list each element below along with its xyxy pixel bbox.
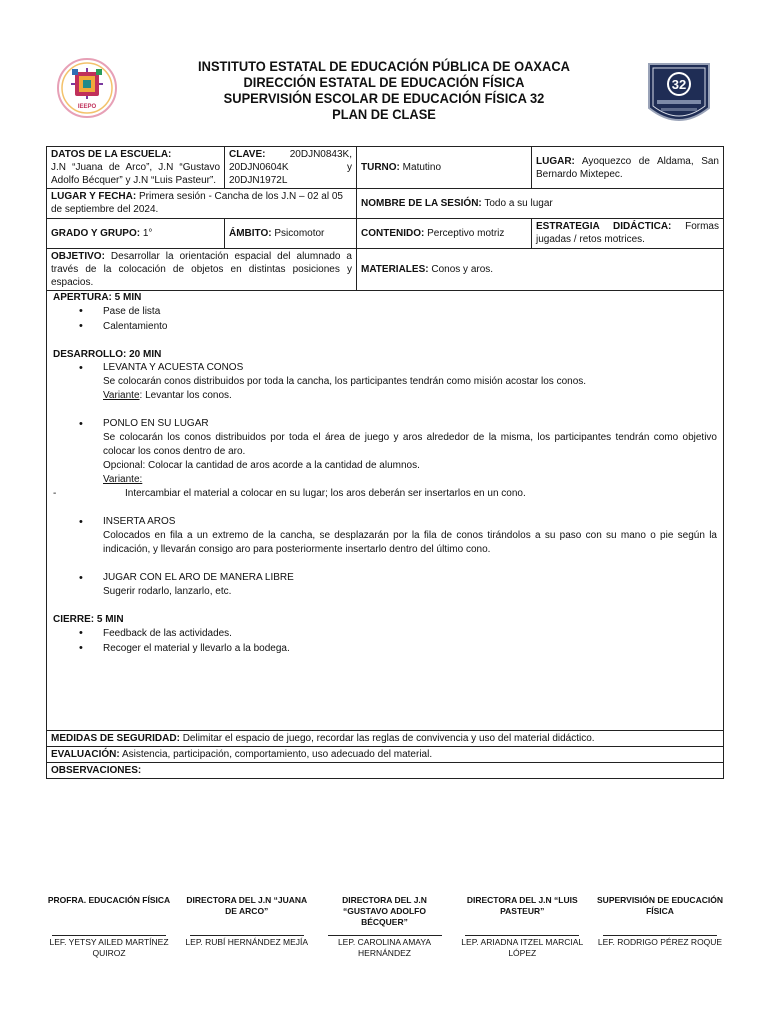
sesion-label: NOMBRE DE LA SESIÓN: [361, 198, 482, 209]
contenido-cell [357, 219, 532, 249]
activity-levanta [53, 361, 717, 403]
lugar-cell [532, 147, 724, 189]
ambito-label: ÁMBITO: [229, 228, 272, 239]
activity-title: • LEVANTA Y ACUESTA CONOS [103, 361, 717, 375]
school-label: DATOS DE LA ESCUELA: [51, 149, 172, 160]
estrategia-cell [532, 219, 724, 249]
observaciones-row [47, 763, 724, 779]
apertura-title: APERTURA: 5 MIN [53, 292, 142, 303]
variant-label: Variante: [103, 474, 143, 485]
objective-row [47, 249, 724, 291]
signature-name: LEP. RUBÍ HERNÁNDEZ MEJÍA [185, 937, 309, 947]
observaciones-cell [47, 763, 724, 779]
lugar-label: LUGAR: [536, 155, 575, 167]
activities-row [47, 291, 724, 731]
signature-line [328, 935, 442, 936]
seal-number: 32 [671, 77, 687, 92]
medidas-value: Delimitar el espacio de juego, recordar las reglas de convivencia y uso del material didáctico. [182, 733, 595, 744]
materiales-label: MATERIALES: [361, 264, 429, 275]
estrategia-value: Formas jugadas / retos motrices. [536, 221, 719, 245]
clave-label: CLAVE: [229, 149, 266, 160]
grado-cell [47, 219, 225, 249]
header-plan-title: PLAN DE CLASE [332, 106, 436, 122]
ambito-cell [225, 219, 357, 249]
objetivo-label: OBJETIVO: [51, 251, 105, 262]
signature-name: LEF. RODRIGO PÉREZ ROQUE [597, 937, 723, 947]
objetivo-cell [47, 249, 357, 291]
activity-desc: Sugerir rodarlo, lanzarlo, etc. [103, 586, 232, 597]
activity-desc: Se colocarán conos distribuidos por toda la cancha, los participantes tendrán como misión acostar los conos. [103, 376, 587, 387]
document-header [0, 58, 768, 122]
apertura-item: • Calentamiento [53, 319, 717, 334]
evaluacion-label: EVALUACIÓN: [51, 749, 120, 760]
signature-name: LEP. ARIADNA ITZEL MARCIAL LÓPEZ [461, 937, 584, 958]
activity-desc: Se colocarán los conos distribuidos por toda el área de juego y aros alrededor de la misma, los participantes tendrán como objetivo colocar los conos dentro de aro. [103, 432, 717, 457]
apertura-item: • Pase de lista [53, 304, 717, 319]
signature-role: DIRECTORA DEL J.N “GUSTAVO ADOLFO BÉCQUER” [342, 895, 427, 927]
variant-label: Variante [103, 390, 140, 401]
lugar-fecha-label: LUGAR Y FECHA: [51, 191, 137, 202]
signature-block [597, 895, 723, 959]
cierre-item: • Feedback de las actividades. [53, 626, 717, 641]
ieepo-logo-text: IEEPO [77, 104, 97, 110]
contenido-label: CONTENIDO: [361, 228, 425, 239]
signature-block [46, 895, 172, 959]
lesson-plan-table [46, 146, 724, 779]
lugar-value: Ayoquezco de Aldama, San Bernardo Mixtepec. [536, 155, 719, 180]
school-row [47, 147, 724, 189]
signature-role: SUPERVISIÓN DE EDUCACIÓN FÍSICA [597, 895, 723, 916]
header-supervision: SUPERVISIÓN ESCOLAR DE EDUCACIÓN FÍSICA 32 [223, 90, 545, 106]
objetivo-value: Desarrollar la orientación espacial del alumnado a través de la colocación de objetos en distintas posiciones y espacios. [51, 251, 352, 288]
cierre-title: CIERRE: 5 MIN [53, 614, 124, 625]
turno-cell [357, 147, 532, 189]
medidas-cell [47, 731, 724, 747]
sesion-cell [357, 189, 724, 219]
evaluacion-cell [47, 747, 724, 763]
estrategia-label: ESTRATEGIA DIDÁCTICA: [536, 221, 672, 232]
clave-value: 20DJN0843K, 20DJN0604K y 20DJN1972L [229, 149, 352, 186]
contenido-value: Perceptivo motriz [427, 228, 505, 239]
observaciones-label: OBSERVACIONES: [51, 765, 142, 776]
activity-inserta [53, 515, 717, 557]
medidas-label: MEDIDAS DE SEGURIDAD: [51, 733, 180, 744]
turno-label: TURNO: [361, 162, 400, 173]
signature-name: LEP. CAROLINA AMAYA HERNÁNDEZ [337, 937, 432, 958]
signature-section [46, 895, 723, 959]
desarrollo-title: DESARROLLO: 20 MIN [53, 349, 162, 360]
activity-title: • JUGAR CON EL ARO DE MANERA LIBRE [103, 571, 717, 585]
activity-optional: Opcional: Colocar la cantidad de aros acorde a la cantidad de alumnos. [103, 460, 420, 471]
activities-cell [47, 291, 724, 731]
grado-label: GRADO Y GRUPO: [51, 228, 141, 239]
signature-line [603, 935, 717, 936]
school-cell [47, 147, 225, 189]
variant-text: : Levantar los conos. [139, 390, 232, 401]
activity-desc: Colocados en fila a un extremo de la cancha, se desplazarán por la fila de conos tirándolos a su paso con su mano o pie según la indicación, y llevarán consigo aro para posteriormente insertarlo dentro del último cono. [103, 530, 717, 555]
lugar-fecha-cell [47, 189, 357, 219]
signature-block [459, 895, 585, 959]
lugar-fecha-value: Primera sesión - Cancha de los J.N – 02 al 05 de septiembre del 2024. [51, 191, 343, 215]
header-institute: INSTITUTO ESTATAL DE EDUCACIÓN PÚBLICA DE OAXACA [198, 58, 570, 74]
ambito-value: Psicomotor [274, 228, 325, 239]
signature-role: PROFRA. EDUCACIÓN FÍSICA [47, 895, 171, 905]
materiales-value: Conos y aros. [431, 264, 494, 275]
signature-block [322, 895, 448, 959]
school-value: J.N “Juana de Arco”, J.N “Gustavo Adolfo Bécquer” y J.N “Luis Pasteur”. [51, 162, 220, 186]
variant-item [53, 487, 717, 501]
evaluacion-value: Asistencia, participación, comportamiento, uso adecuado del material. [121, 749, 433, 760]
grade-row [47, 219, 724, 249]
activity-ponlo [53, 417, 717, 501]
turno-value: Matutino [402, 162, 442, 173]
materiales-cell [357, 249, 724, 291]
signature-block [184, 895, 310, 959]
medidas-row [47, 731, 724, 747]
clave-cell [225, 147, 357, 189]
activity-title: • PONLO EN SU LUGAR [103, 417, 717, 431]
signature-line [190, 935, 304, 936]
signature-line [52, 935, 166, 936]
signature-role: DIRECTORA DEL J.N “JUANA DE ARCO” [186, 895, 308, 916]
activity-jugar [53, 571, 717, 599]
activity-title: • INSERTA AROS [103, 515, 717, 529]
grado-value: 1° [142, 228, 153, 239]
signature-line [465, 935, 579, 936]
variant-item-text: Intercambiar el material a colocar en su lugar; los aros deberán ser insertarlos en un cono. [125, 488, 526, 499]
cierre-item: • Recoger el material y llevarlo a la bodega. [53, 641, 717, 656]
header-direction: DIRECCIÓN ESTATAL DE EDUCACIÓN FÍSICA [243, 74, 525, 90]
date-row [47, 189, 724, 219]
evaluacion-row [47, 747, 724, 763]
signature-name: LEF. YETSY AILED MARTÍNEZ QUIROZ [49, 937, 169, 958]
signature-role: DIRECTORA DEL J.N “LUIS PASTEUR” [466, 895, 578, 916]
sesion-value: Todo a su lugar [484, 198, 553, 209]
